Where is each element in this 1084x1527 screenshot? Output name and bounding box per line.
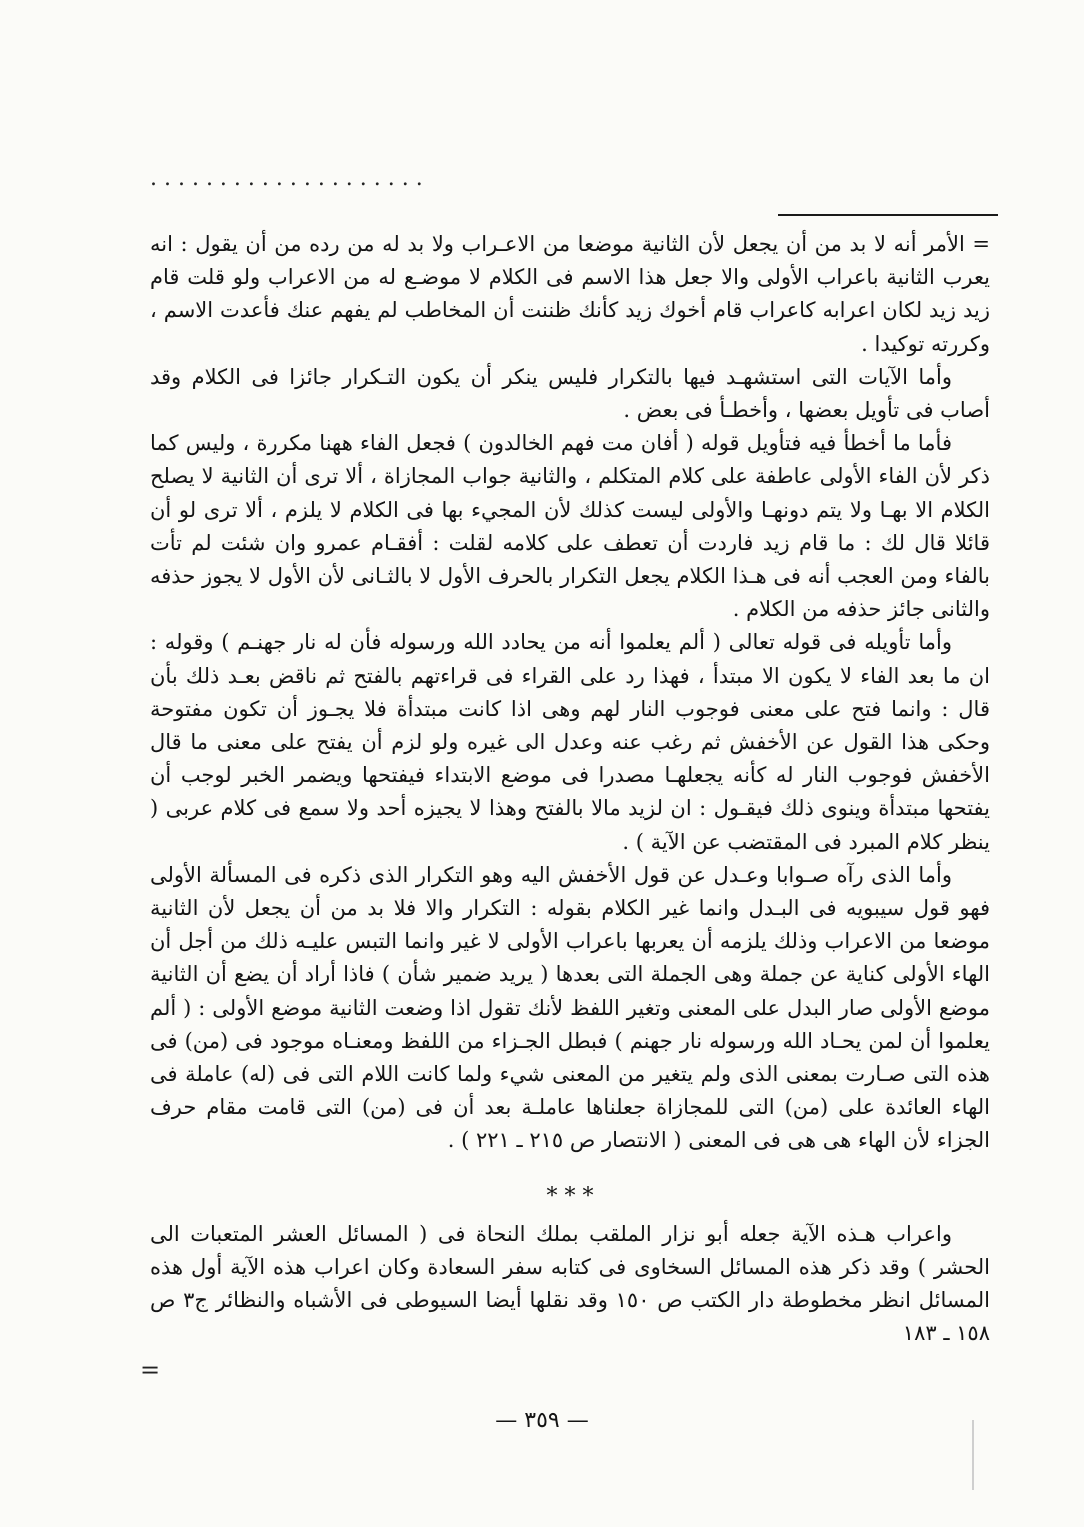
page-number: — ٣٥٩ —: [495, 1408, 589, 1433]
footnote-continuation-mark: =: [140, 1356, 161, 1384]
dotted-separator: . . . . . . . . . . . . . . . . . . . .: [150, 166, 423, 191]
paragraph-5: وأما الذى رآه صـوابا وعـدل عن قول الأخفش اليه وهو التكرار الذى ذكره فى المسألة الأولى فهو قول سيبويه فى البـدل وانما غير الكلام بقوله : التكرار والا فلا بد من أن يجعل لأن الثانية موضعا من الاعراب وذلك يلزمه أن يعربها باعراب الأولى لا غير وانما التبس عليـه ذلك من أجل أن الهاء الأولى كناية عن جملة وهى الجملة التى بعدها ( يريد ضمير شأن ) فاذا أراد أن يضع أن الثانية موضع الأولى صار البدل على المعنى وتغير اللفظ لأنك تقول اذا وضعت الثانية موضع الأولى : ( ألم يعلموا أن لمن يحـاد الله ورسوله نار جهنم ) فبطل الجـزاء من اللفظ ومعنـاه موجود فى (من) فى هذه التى صـارت بمعنى الذى ولم يتغير من المعنى شيء ولما كانت اللام التى فى (له) عاملة فى الهاء العائدة على (من) التى للمجازاة جعلناها عاملـة بعد أن فى (من) التى قامت مقام حرف الجزاء لأن الهاء هى هى فى المعنى ( الانتصار ص ٢١٥ ـ ٢٢١ ) .: [150, 862, 990, 1153]
paragraph-2: وأما الآيات التى استشهـد فيها بالتكرار فليس ينكر أن يكون التـكرار جائزا فى الكلام وقد أصاب فى تأويل بعضها ، وأخطـأ فى بعض .: [150, 364, 990, 423]
scan-artifact-line: [972, 1420, 974, 1490]
page-body: [150, 228, 990, 1351]
paragraph-1: = الأمر أنه لا بد من أن يجعل لأن الثانية موضعا من الاعـراب ولا بد له من رده من أن يقول : انه يعرب الثانية باعراب الأولى والا جعل هذا الاسم فى الكلام لا موضـع له من الاعراب ولو قلت قام زيد زيد لكان اعرابه كاعراب قام أخوك زيد كأنك ظننت أن المخاطب لم يفهم عنك فأعدت الاسم ، وكررته توكيدا .: [150, 232, 990, 356]
horizontal-rule: [778, 214, 998, 216]
paragraph-3: فأما ما أخطأ فيه فتأويل قوله ( أفان مت فهم الخالدون ) فجعل الفاء ههنا مكررة ، وليس كما ذكر لأن الفاء الأولى عاطفة على كلام المتكلم ، والثانية جواب المجازاة ، ألا ترى أن الثانية لا يصلح الكلام الا بهـا ولا يتم دونهـا والأولى ليست كذلك لأن المجيء بها فى الكلام لا يلزم ، ألا ترى لو أن قائلا قال لك : ما قام زيد فاردت أن تعطف على كلامه لقلت : أفقـام عمرو وان شئت لم تأت بالفاء ومن العجب أنه فى هـذا الكلام يجعل التكرار بالحرف الأول لا بالثـانى لأن الأول لا يجوز حذفه والثانى جائز حذفه من الكلام .: [150, 431, 990, 622]
paragraph-4: وأما تأويله فى قوله تعالى ( ألم يعلموا أنه من يحادد الله ورسوله فأن له نار جهنـم ) وقوله : ان ما بعد الفاء لا يكون الا مبتدأ ، فهذا رد على القراء فى قراءتهم بالفتح ثم ناقض بعـد ذلك بأن قال : وانما فتح على معنى فوجوب النار لهم وهى اذا كانت مبتدأة فلا يجـوز أن تكون مفتوحة وحكى هذا القول عن الأخفش ثم رغب عنه وعدل الى غيره ولو لزم أن يفتح على معنى ما قال الأخفش فوجوب النار له كأنه يجعلهـا مصدرا فى موضع الابتداء فيفتحها ويضمر الخبر لوجب أن يفتحها مبتدأة وينوى ذلك فيقـول : ان لزيد مالا بالفتح وهذا لا يجيزه أحد ولا سمع فى كلام عربى ( ينظر كلام المبرد فى المقتضب عن الآية ) .: [150, 630, 990, 854]
section-divider-stars: * * *: [546, 1183, 594, 1209]
footnote-paragraph: واعراب هـذه الآية جعله أبو نزار الملقب بملك النحاة فى ( المسائل العشر المتعبات الى الحشر ) وقد ذكر هذه المسائل السخاوى فى كتابه سفر السعادة وكان اعراب هذه الآية أول هذه المسائل انظر مخطوطة دار الكتب ص ١٥٠ وقد نقلها أيضا السيوطى فى الأشباه والنظائر ج٣ ص ١٥٨ ـ ١٨٣: [150, 1221, 990, 1346]
